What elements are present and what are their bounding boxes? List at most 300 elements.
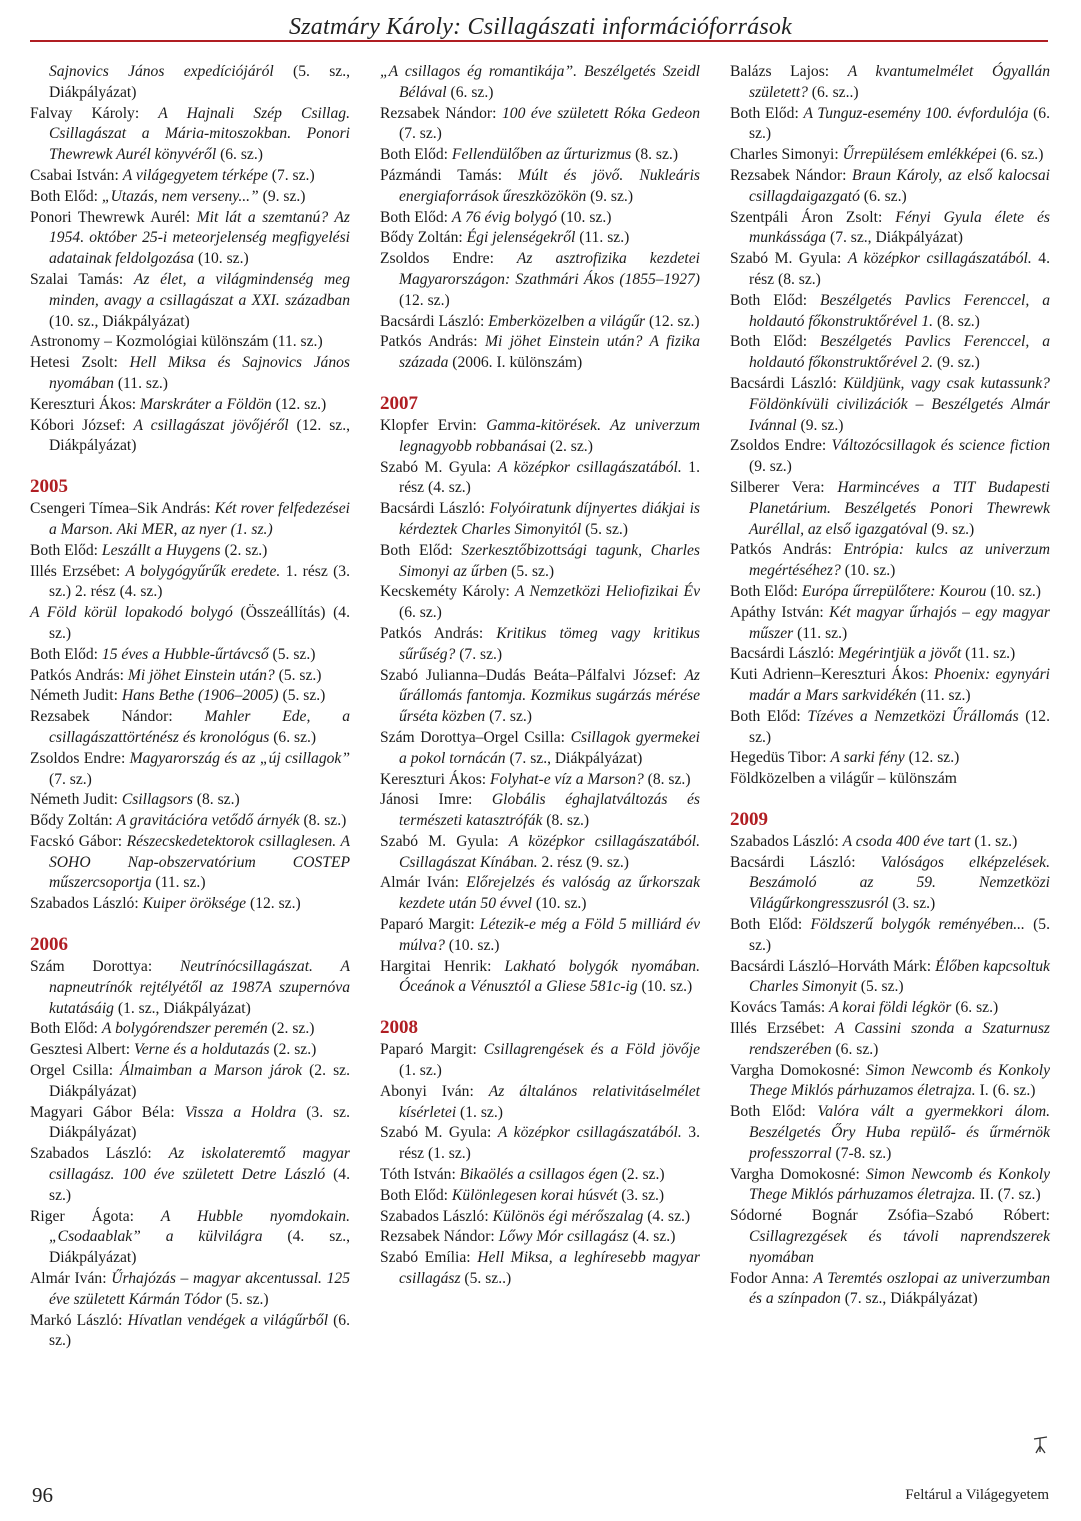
entry-author: Németh Judit: [30,791,122,809]
bibliography-entry [730,1206,1050,1268]
entry-title: Folyhat-e víz a Marson? [490,770,644,788]
bibliography-entry [730,769,1050,790]
entry-author: Paparó Margit: [380,916,480,934]
entry-issue: (4. sz., Diákpályázat) [49,1228,350,1267]
entry-author: Both Előd: [730,582,802,600]
bibliography-entry [380,1186,700,1207]
bibliography-entry [30,707,350,749]
bibliography-entry [730,1061,1050,1103]
bibliography-entry [30,894,350,915]
entry-author: Rezsabek Nándor: [380,1228,499,1246]
entry-issue: (12. sz.) [645,312,700,330]
entry-title: „A csillagos ég romantikája”. Beszélgetés Szeidl Bélával [380,63,700,101]
entry-title: Különlegesen korai húsvét [451,1186,618,1204]
year-heading: 2006 [30,934,68,956]
bibliography-entry [30,62,350,104]
entry-author: Sódorné Bognár Zsófia–Szabó Róbert: [730,1207,1050,1225]
entry-issue: (10. sz.) [840,562,896,580]
entry-author: Markó László: [30,1311,128,1329]
entry-title: Kritikus tömeg vagy kritikus sűrűség? [399,624,700,663]
entry-title: Vissza a Holdra [184,1103,297,1121]
entry-issue: (11. sz.) [575,229,630,247]
bibliography-columns [30,62,1050,1352]
entry-title: Globális éghajlatváltozás és természeti katasztrófák [399,791,700,830]
entry-title: Leszállt a Huygens [101,541,221,559]
entry-issue: (10. sz.) [194,250,249,268]
entry-issue: (7. sz., Diákpályázat) [840,1290,978,1308]
entry-issue: (12. sz.) [271,395,327,413]
entry-issue: (10. sz.) [986,582,1042,600]
entry-author: Balázs Lajos: [730,63,848,80]
entry-issue: (7. sz.) [49,770,92,788]
bibliography-entry [730,332,1050,374]
entry-author: Both Előd: [730,104,804,122]
entry-issue: (5. sz., Diákpályázat) [49,63,350,101]
entry-issue: (5. sz.) [268,645,316,663]
entry-issue: (7. sz., Diákpályázat) [826,229,963,247]
entry-author: Almár Iván: [380,874,467,892]
entry-title: Csillagrezgések és távoli naprendszerek nyomában [749,1228,1050,1266]
bibliography-entry [30,104,350,166]
entry-issue: (11. sz.) [961,645,1016,663]
entry-title: Földszerű bolygók reményében... [810,916,1025,934]
entry-title: Csillagok gyermekei a pokol tornácán [399,728,700,767]
entry-issue: (6. sz.) [951,999,999,1017]
entry-issue: (6. sz.) [269,728,317,746]
entry-issue: (1. sz.) [226,520,273,538]
bibliography-entry [730,62,1050,104]
entry-author: Szalai Tamás: [30,270,134,288]
bibliography-entry [730,665,1050,707]
entry-issue: (5. sz.) [856,978,904,996]
entry-issue: (10. sz.) [556,208,612,226]
entry-title: Az általános relativitáselmélet kísérletei [399,1082,700,1121]
entry-author: Szabó M. Gyula: [380,832,509,850]
entry-title: Braun Károly, az első kalocsai csillagdaigazgató [749,166,1050,205]
header-rule [30,40,1048,42]
entry-title: Valóra vált a gyermekkori álom. Beszélgetés Őry Huba repülő- és űrmérnök professzorral [749,1103,1050,1162]
entry-title: Valóságos elképzelések. Beszámoló az 59. Nemzetközi Világűrkongresszusról [749,853,1050,913]
entry-author: Zsoldos Endre: [30,749,130,767]
bibliography-entry [30,395,350,416]
entry-issue: (8. sz.) [192,791,240,809]
bibliography-entry [730,1165,1050,1207]
entry-author: Both Előd: [380,146,452,164]
bibliography-entry [380,541,700,583]
entry-author: Apáthy István: [730,603,830,621]
entry-author: Csengeri Tímea–Sik András: [30,500,215,518]
entry-author: Zsoldos Endre: [380,250,517,268]
entry-title: Az asztrofizika kezdetei Magyarországon: Szathmári Ákos (1855–1927) [399,250,700,288]
entry-title: Megérintjük a jövőt [838,645,962,663]
entry-issue: (Összeállítás) (4. sz.) [49,604,350,642]
bibliography-entry [30,832,350,894]
entry-author: Both Előd: [380,208,452,226]
entry-title: Fényi Gyula élete és munkássága [749,208,1050,247]
bibliography-entry [30,562,350,604]
entry-issue: (6. sz.) [49,1311,350,1350]
entry-author: Astronomy – Kozmológiai különszám [30,333,269,351]
entry-issue: (9. sz.) [749,458,792,476]
entry-title: Álmaimban a Marson járok [120,1062,303,1080]
bibliography-entry [730,1102,1050,1164]
entry-title: A Föld körül lopakodó bolygó [30,604,233,622]
bibliography-entry [730,582,1050,603]
entry-title: Kuiper öröksége [142,895,247,913]
bibliography-entry [30,666,350,687]
entry-issue: (7. sz.) [267,166,315,184]
entry-author: Both Előd: [730,707,808,725]
entry-author: Vargha Domokosné: [730,1061,866,1079]
entry-title: Marskráter a Földön [140,395,272,413]
entry-issue: (10. sz.) [531,895,587,913]
entry-author: Hegedüs Tibor: [730,749,831,767]
entry-issue: (2. sz.) [269,1041,317,1059]
entry-title: A középkor csillagászatából. Csillagászat Kínában. [399,832,700,871]
bibliography-entry [380,416,700,458]
entry-author: Falvay Károly: [30,104,159,122]
entry-author: Both Előd: [380,1186,452,1204]
entry-author: Kóbori József: [30,416,134,434]
bibliography-entry [380,1123,700,1165]
entry-author: Földközelben a világűr – különszám [730,770,957,788]
entry-issue: (5. sz.) [274,666,322,684]
entry-author: Rezsabek Nándor: [730,166,852,184]
bibliography-entry [730,208,1050,250]
bibliography-entry [730,166,1050,208]
entry-title: A 76 évig bolygó [451,208,557,226]
entry-author: Szám Dorottya–Orgel Csilla: [380,728,571,746]
entry-author: Bődy Zoltán: [380,229,467,247]
entry-author: Szabó Julianna–Dudás Beáta–Pálfalvi József: [380,666,685,684]
entry-title: Az űrállomás fantomja. Kozmikus sugárzás mérése űrséta közben [399,666,700,726]
entry-author: Both Előd: [730,291,820,309]
bibliography-entry [30,166,350,187]
entry-title: A bolygógyűrűk eredete. [125,562,281,580]
entry-issue: (1. sz.) [970,832,1018,850]
entry-issue: (9. sz.) [927,520,975,538]
bibliography-entry [380,458,700,500]
entry-author: Riger Ágota: [30,1207,161,1225]
entry-title: Űrrepülésem emlékképei [842,146,997,164]
entry-issue: (9. sz.) [258,187,306,205]
entry-title: Részecskedetektorok csillaglesen. A SOHO Nap-obszervatórium COSTEP műszercsoportja [49,832,350,892]
bibliography-entry [30,1311,350,1353]
entry-author: Patkós András: [30,666,128,684]
entry-author: Both Előd: [730,1103,818,1121]
entry-title: Csillagsors [121,791,193,809]
entry-author: Paparó Margit: [380,1041,484,1059]
entry-author: Klopfer Ervin: [380,416,487,434]
entry-issue: (11. sz.) [268,333,323,351]
bibliography-entry [30,499,350,541]
entry-title: A sarki fény [830,749,905,767]
bibliography-entry [30,270,350,332]
entry-author: Both Előd: [30,541,102,559]
page-header-title: Szatmáry Károly: Csillagászati információforrások [289,14,792,40]
entry-title: Mi jöhet Einstein után? A fizika százada [399,333,700,372]
entry-title: Beszélgetés Pavlics Ferenccel, a holdautó főkonstruktőrével 2. [749,333,1050,372]
entry-author: Kecskeméty Károly: [380,583,516,601]
bibliography-entry [380,790,700,832]
bibliography-entry [380,499,700,541]
entry-issue: (11. sz.) [793,624,848,642]
bibliography-entry [30,353,350,395]
entry-author: Illés Erzsébet: [30,562,126,580]
year-heading: 2005 [30,476,68,498]
bibliography-entry [380,915,700,957]
bibliography-entry [730,249,1050,291]
entry-issue: (7. sz.) [485,708,532,726]
entry-issue: (9. sz.) [586,187,634,205]
year-heading: 2008 [380,1017,418,1039]
entry-issue: (5. sz.) [581,520,628,538]
entry-author: Bődy Zoltán: [30,812,117,830]
entry-author: Kereszturi Ákos: [380,770,490,788]
entry-author: Szentpáli Áron Zsolt: [730,208,896,226]
entry-author: Jánosi Imre: [380,791,492,809]
entry-author: Kovács Tamás: [730,999,830,1017]
bibliography-entry [730,707,1050,749]
entry-author: Charles Simonyi: [730,146,843,164]
entry-issue: (12. sz.) [399,291,450,309]
bibliography-entry [730,603,1050,645]
entry-issue: (6. sz.) [216,146,263,164]
entry-title: Élőben kapcsoltuk Charles Simonyit [749,957,1050,996]
entry-title: Létezik-e még a Föld 5 milliárd év múlva? [399,916,700,954]
entry-issue: (10. sz.) [637,978,693,996]
entry-author: Fodor Anna: [730,1269,814,1287]
bibliography-entry [30,603,350,645]
entry-title: A Cassini szonda a Szaturnusz rendszerében [749,1020,1050,1058]
entry-title: „Utazás, nem verseny...” [101,187,259,205]
entry-issue: (4. sz.) [628,1228,676,1246]
entry-title: Mahler Ede, a csillagászattörténész és kronológus [49,708,350,746]
bibliography-entry [730,436,1050,478]
entry-author: Both Előd: [380,541,462,559]
entry-title: A középkor csillagászatából. [497,1124,682,1142]
entry-author: Patkós András: [730,541,844,559]
entry-title: Előrejelzés és valóság az űrkorszak kezdete után 50 évvel [399,874,700,913]
bibliography-entry [730,832,1050,853]
bibliography-entry [30,332,350,353]
entry-author: Both Előd: [730,333,820,351]
entry-title: A korai földi légkör [829,999,952,1017]
entry-title: Két magyar űrhajós – egy magyar műszer [749,603,1050,642]
entry-author: Szabados László: [730,832,843,850]
entry-issue: (2006. I. különszám) [448,354,583,372]
entry-issue: (5. sz.) [507,562,555,580]
entry-author: Abonyi Iván: [380,1082,489,1100]
entry-title: A Teremtés oszlopai az univerzumban és a színpadon [749,1269,1050,1308]
year-heading: 2007 [380,392,418,414]
entry-issue: (2. sz.) [617,1166,665,1184]
entry-author: Magyari Gábor Béla: [30,1103,185,1121]
entry-title: Fellendülőben az űrturizmus [451,146,632,164]
entry-title: Neutrínócsillagászat. A napneutrínók rejtélyétől az 1987A szupernóva kutatásáig [49,958,350,1017]
entry-issue: I. (6. sz.) [975,1082,1036,1100]
entry-issue: (6. sz.) [996,146,1044,164]
bibliography-entry [30,749,350,791]
entry-title: Múlt és jövő. Nukleáris energiaforrások űreszközökön [399,166,700,205]
entry-title: Két rover felfedezései a Marson. Aki MER, az nyer [49,500,350,538]
entry-title: Mi jöhet Einstein után? [127,666,275,684]
entry-author: Zsoldos Endre: [730,437,832,455]
entry-title: Hell Miksa és Sajnovics János nyomában [49,354,350,392]
entry-title: Csillagrengések és a Föld jövője [483,1041,700,1059]
bibliography-entry [30,645,350,666]
bibliography-entry [730,748,1050,769]
bibliography-entry [730,291,1050,333]
entry-title: A Tunguz-esemény 100. évfordulója [803,104,1029,122]
bibliography-entry [380,208,700,229]
bibliography-entry [30,1144,350,1206]
entry-issue: (2. sz.) [267,1020,315,1038]
entry-title: Európa űrrepülőtere: Kourou [801,582,987,600]
entry-author: Almár Iván: [30,1270,112,1288]
entry-title: Hans Bethe (1906–2005) [121,687,279,705]
entry-issue: (8. sz.) [933,312,980,330]
bibliography-entry [30,1207,350,1269]
entry-issue: (7. sz.) [399,125,442,143]
entry-title: Folyóiratunk díjnyertes diákjai is kérdeztek Charles Simonyitól [399,500,700,538]
entry-issue: (6. sz.) [446,83,494,101]
year-heading: 2009 [730,808,768,830]
bibliography-entry [730,1269,1050,1311]
entry-issue: (11. sz.) [113,374,168,392]
entry-issue: (9. sz.) [796,416,844,434]
entry-issue: (6. sz.) [831,1040,879,1058]
bibliography-entry [380,104,700,146]
bibliography-entry [730,915,1050,957]
entry-issue: 1. rész (3. sz.) 2. rész (4. sz.) [49,562,350,601]
entry-title: Lőwy Mór csillagász [498,1228,629,1246]
entry-issue: (1. sz., Diákpályázat) [113,999,251,1017]
entry-issue: (8. sz.) [299,812,347,830]
entry-issue: (8. sz.) [643,770,691,788]
entry-title: Emberközelben a világűr [488,312,646,330]
bibliography-entry [730,853,1050,915]
entry-title: Égi jelenségekről [466,229,576,247]
bibliography-entry [380,1165,700,1186]
entry-issue: (5. sz.) [749,916,1050,954]
entry-author: Both Előd: [30,1020,102,1038]
entry-title: Az iskolateremtő magyar csillagász. 100 éve született Detre László [49,1145,350,1184]
entry-title: Phoenix: egynyári madár a Mars sarkvidékén [749,666,1050,704]
bibliography-entry [380,1040,700,1082]
entry-author: Szabados László: [30,895,143,913]
entry-author: Szabó M. Gyula: [380,458,498,476]
bibliography-entry [380,249,700,311]
bibliography-entry [380,1227,700,1248]
entry-author: Szabó M. Gyula: [380,1124,498,1142]
bibliography-entry [380,1248,700,1290]
entry-author: Rezsabek Nándor: [30,708,205,726]
entry-issue: (1. sz.) [399,1062,442,1080]
entry-issue: (3. sz.) [617,1186,665,1204]
bibliography-entry [380,770,700,791]
bibliography-entry [30,541,350,562]
entry-issue: (12. sz.) [246,895,301,913]
entry-title: Különös égi mérőszalag [492,1207,644,1225]
column-1 [30,62,350,1352]
entry-title: A Nemzetközi Heliofizikai Év [515,583,700,601]
entry-title: Sajnovics János expedíciójáról [49,63,274,80]
entry-author: Bacsárdi László: [380,312,489,330]
entry-author: Szabados László: [30,1145,169,1163]
entry-title: Változócsillagok és science fiction [831,437,1050,455]
column-3 [730,62,1050,1352]
entry-title: A középkor csillagászatából. [497,458,682,476]
entry-title: Lakható bolygók nyomában. Óceánok a Vénusztól a Gliese 581c-ig [399,957,700,996]
bibliography-entry [380,624,700,666]
bibliography-entry [30,1103,350,1145]
entry-issue: (8. sz.) [631,146,679,164]
entry-title: A Hubble nyomdokain. „Csodaablak” a külvilágra [49,1207,350,1246]
end-mark-icon [1032,1434,1050,1456]
entry-title: Küldjünk, vagy csak kutassunk? Földönkívüli civilizációk – Beszélgetés Almár Ivánnal [749,374,1050,434]
entry-issue: 2. rész (9. sz.) [537,853,630,871]
bibliography-entry [30,1061,350,1103]
bibliography-entry [730,644,1050,665]
entry-title: Beszélgetés Pavlics Ferenccel, a holdautó főkonstruktőrével 1. [749,291,1050,330]
entry-issue: (10. sz., Diákpályázat) [49,312,190,330]
entry-author: Patkós András: [380,333,485,351]
entry-author: Orgel Csilla: [30,1062,121,1080]
entry-author: Illés Erzsébet: [730,1020,835,1038]
entry-title: Simon Newcomb és Konkoly Thege Miklós párhuzamos életrajza. [749,1165,1050,1204]
entry-title: Magyarország és az „új csillagok” [129,749,351,767]
entry-issue: (2. sz. Diákpályázat) [49,1062,350,1100]
entry-author: Szabó M. Gyula: [730,250,848,268]
entry-issue: (4. sz.) [49,1166,350,1204]
entry-title: A Hajnali Szép Csillag. Csillagászat a Mária-mitoszokban. Ponori Thewrewk Aurél könyvéről [49,104,351,164]
entry-issue: (9. sz.) [933,354,980,372]
bibliography-entry [730,374,1050,436]
entry-issue: 4. rész (8. sz.) [749,250,1050,288]
page-number: 96 [32,1483,53,1507]
entry-author: Németh Judit: [30,687,122,705]
entry-title: Mit lát a szemtanú? Az 1954. október 25-i meteorjelenség megfigyelési adatainak feldolgozása [49,208,350,268]
entry-author: Facskó Gábor: [30,832,127,850]
entry-issue: (5. sz.) [278,687,326,705]
entry-title: A gravitációra vetődő árnyék [116,812,300,830]
entry-author: Gesztesi Albert: [30,1041,134,1059]
entry-title: Hell Miksa, a leghíresebb magyar csillagász [399,1249,700,1288]
entry-author: Kuti Adrienn–Kereszturi Ákos: [730,666,934,684]
bibliography-entry [380,62,700,104]
column-2 [380,62,700,1352]
entry-author: Csabai István: [30,166,123,184]
entry-issue: (6. sz.) [859,187,907,205]
entry-title: Tízéves a Nemzetközi Űrállomás [807,707,1019,725]
entry-issue: (1. sz.) [456,1103,503,1121]
bibliography-entry [380,312,700,333]
bibliography-entry [30,1019,350,1040]
bibliography-entry [30,686,350,707]
entry-title: A középkor csillagászatából. [847,250,1032,268]
entry-title: Szerkesztőbizottsági tagunk, Charles Simonyi az űrben [399,541,700,580]
entry-title: Entrópia: kulcs az univerzum megértéséhez? [749,541,1050,580]
entry-title: Hívatlan vendégek a világűrből [127,1311,329,1329]
entry-title: 100 éve született Róka Gedeon [501,104,700,122]
bibliography-entry [380,728,700,770]
bibliography-entry [30,1040,350,1061]
bibliography-entry [380,957,700,999]
entry-title: Bikaölés a csillagos égen [459,1166,618,1184]
entry-issue: 1. rész (4. sz.) [399,458,700,497]
entry-issue: (7-8. sz.) [831,1144,892,1162]
